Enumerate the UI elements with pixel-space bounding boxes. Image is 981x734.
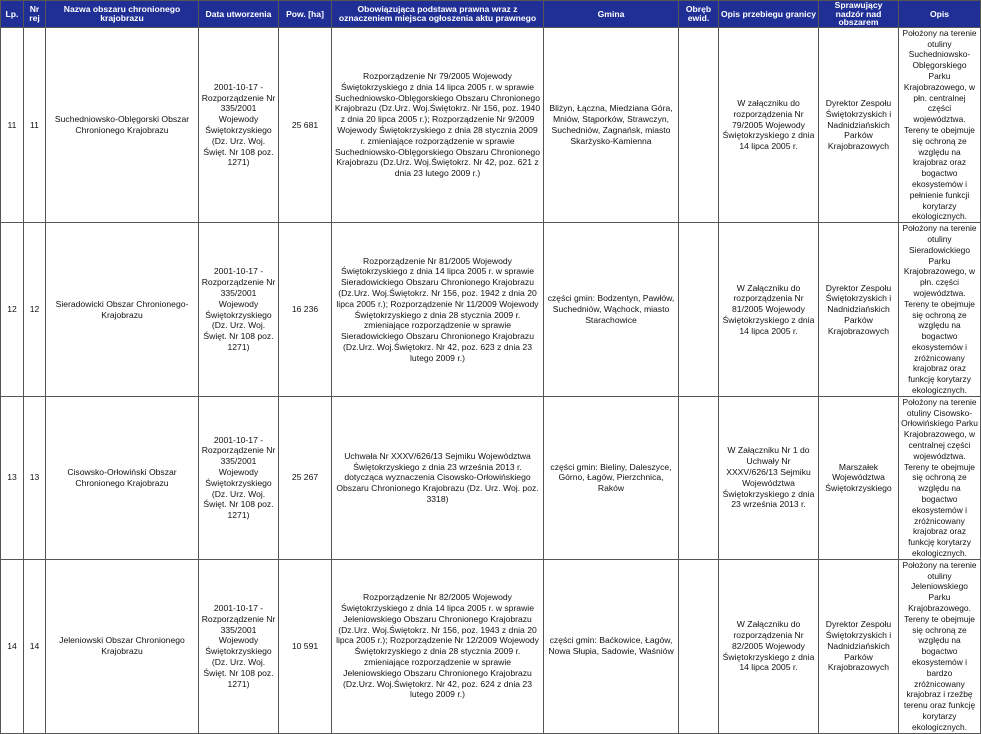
cell-supervisor: Dyrektor Zespołu Świętokrzyskich i Nadnidziańskich Parków Krajobrazowych <box>819 559 899 733</box>
cell-boundary: W Załączniku Nr 1 do Uchwały Nr XXXV/626/13 Sejmiku Województwa Świętokrzyskiego z dnia 23 września 2013 r. <box>719 396 819 559</box>
table-row <box>1 27 981 222</box>
cell-date: 2001-10-17 - Rozporządzenie Nr 335/2001 Wojewody Świętokrzyskiego (Dz. Urz. Woj. Święt. Nr 108 poz. 1271) <box>199 559 279 733</box>
cell-boundary: W załączniku do rozporządzenia Nr 79/2005 Wojewody Świętokrzyskiego z dnia 14 lipca 2005 r. <box>719 27 819 222</box>
table-row <box>1 396 981 559</box>
header-precinct: Obręb ewid. <box>679 1 719 28</box>
cell-legal: Uchwała Nr XXXV/626/13 Sejmiku Województwa Świętokrzyskiego z dnia 23 września 2013 r. dotycząca wyznaczenia Cisowsko-Orłowińskiego Obszaru Chronionego Krajobrazu (Dz. Urz. Woj. poz. 3318) <box>332 396 544 559</box>
header-date: Data utworzenia <box>199 1 279 28</box>
cell-date: 2001-10-17 - Rozporządzenie Nr 335/2001 Wojewody Świętokrzyskiego (Dz. Urz. Woj. Święt. Nr 108 poz. 1271) <box>199 223 279 397</box>
header-nr-rej: Nr rej <box>24 1 46 28</box>
cell-name: Sieradowicki Obszar Chronionego-Krajobrazu <box>46 223 199 397</box>
header-lp: Lp. <box>1 1 24 28</box>
cell-gmina: części gmin: Baćkowice, Łagów, Nowa Słupia, Sadowie, Waśniów <box>544 559 679 733</box>
cell-supervisor: Marszałek Województwa Świętokrzyskiego <box>819 396 899 559</box>
cell-name: Cisowsko-Orłowiński Obszar Chronionego Krajobrazu <box>46 396 199 559</box>
cell-description: Położony na terenie otuliny Cisowsko-Orłowińskiego Parku Krajobrazowego, w centralnej części województwa. Tereny te obejmuje się ochroną ze względu na bogactwo ekosystemów i zróżnicowany krajobraz oraz funkcję korytarzy ekologicznych. <box>899 396 981 559</box>
cell-boundary: W Załączniku do rozporządzenia Nr 81/2005 Wojewody Świętokrzyskiego z dnia 14 lipca 2005 r. <box>719 223 819 397</box>
header-supervisor: Sprawujący nadzór nad obszarem <box>819 1 899 28</box>
cell-legal: Rozporządzenie Nr 79/2005 Wojewody Świętokrzyskiego z dnia 14 lipca 2005 r. w sprawie Suchedniowsko-Oblęgorskiego Obszaru Chronionego Krajobrazu (Dz.Urz. Woj.Świętokrz. Nr 156, poz. 1940 z dnia 20 lipca 2005 r.); Rozporządzenie Nr 9/2009 Wojewody Świętokrzyskiego z dnia 28 stycznia 2009 r. zmieniające rozporządzenie w sprawie Suchedniowsko-Oblęgorskiego Obszaru Chronionego Krajobrazu (Dz.Urz. Woj.Świętokrz. Nr 42, poz. 621 z dnia 23 lutego 2009 r.) <box>332 27 544 222</box>
cell-description: Położony na terenie otuliny Suchedniowsko-Oblęgorskiego Parku Krajobrazowego, w płn. centralnej części województwa. Tereny te obejmuje się ochroną ze względu na krajobraz oraz bogactwo ekosystemów i pełnienie funkcji korytarzy ekologicznych. <box>899 27 981 222</box>
table-row <box>1 223 981 397</box>
cell-supervisor: Dyrektor Zespołu Świętokrzyskich i Nadnidziańskich Parków Krajobrazowych <box>819 223 899 397</box>
cell-nr: 13 <box>24 396 46 559</box>
cell-nr: 12 <box>24 223 46 397</box>
header-description: Opis <box>899 1 981 28</box>
cell-nr: 11 <box>24 27 46 222</box>
cell-area: 25 681 <box>279 27 332 222</box>
cell-legal: Rozporządzenie Nr 81/2005 Wojewody Świętokrzyskiego z dnia 14 lipca 2005 r. w sprawie Sieradowickiego Obszaru Chronionego Krajobrazu (Dz.Urz. Woj.Świętokrz. Nr 156, poz. 1942 z dnia 20 lipca 2005 r.); Rozporządzenie Nr 11/2009 Wojewody Świętokrzyskiego z dnia 28 stycznia 2009 r. zmieniające rozporządzenie w sprawie Sieradowickiego Obszaru Chronionego Krajobrazu (Dz.Urz. Woj.Świętokrz. Nr 42, poz. 623 z dnia 23 lutego 2009 r.) <box>332 223 544 397</box>
cell-nr: 14 <box>24 559 46 733</box>
table-header-row <box>1 1 981 28</box>
cell-date: 2001-10-17 - Rozporządzenie Nr 335/2001 Wojewody Świętokrzyskiego (Dz. Urz. Woj. Święt. Nr 108 poz. 1271) <box>199 396 279 559</box>
cell-lp: 12 <box>1 223 24 397</box>
cell-precinct <box>679 223 719 397</box>
cell-lp: 14 <box>1 559 24 733</box>
cell-precinct <box>679 27 719 222</box>
header-name: Nazwa obszaru chronionego krajobrazu <box>46 1 199 28</box>
cell-description: Położony na terenie otuliny Jeleniowskiego Parku Krajobrazowego. Tereny te obejmuje się ochroną ze względu na bogactwo ekosystemów i bardzo zróżnicowany krajobraz i rzeźbę terenu oraz funkcję korytarzy ekologicznych. <box>899 559 981 733</box>
table-row <box>1 559 981 733</box>
header-area: Pow. [ha] <box>279 1 332 28</box>
cell-gmina: części gmin: Bieliny, Daleszyce, Górno, Łagów, Pierzchnica, Raków <box>544 396 679 559</box>
cell-area: 16 236 <box>279 223 332 397</box>
cell-boundary: W Załączniku do rozporządzenia Nr 82/2005 Wojewody Świętokrzyskiego z dnia 14 lipca 2005 r. <box>719 559 819 733</box>
cell-lp: 11 <box>1 27 24 222</box>
cell-precinct <box>679 559 719 733</box>
header-legal-basis: Obowiązująca podstawa prawna wraz z oznaczeniem miejsca ogłoszenia aktu prawnego <box>332 1 544 28</box>
cell-name: Suchedniowsko-Oblęgorski Obszar Chronionego Krajobrazu <box>46 27 199 222</box>
cell-lp: 13 <box>1 396 24 559</box>
cell-name: Jeleniowski Obszar Chronionego Krajobrazu <box>46 559 199 733</box>
cell-gmina: Bliżyn, Łączna, Miedziana Góra, Mniów, Stąporków, Strawczyn, Suchedniów, Zagnańsk, miasto Skarżysko-Kamienna <box>544 27 679 222</box>
header-gmina: Gmina <box>544 1 679 28</box>
cell-area: 10 591 <box>279 559 332 733</box>
cell-date: 2001-10-17 - Rozporządzenie Nr 335/2001 Wojewody Świętokrzyskiego (Dz. Urz. Woj. Święt. Nr 108 poz. 1271) <box>199 27 279 222</box>
cell-gmina: części gmin: Bodzentyn, Pawłów, Suchedniów, Wąchock, miasto Starachowice <box>544 223 679 397</box>
cell-legal: Rozporządzenie Nr 82/2005 Wojewody Świętokrzyskiego z dnia 14 lipca 2005 r. w sprawie Jeleniowskiego Obszaru Chronionego Krajobrazu (Dz.Urz. Woj.Świętokrz. Nr 156, poz. 1943 z dnia 20 lipca 2005 r.); Rozporządzenie Nr 12/2009 Wojewody Świętokrzyskiego z dnia 28 stycznia 2009 r. zmieniające rozporządzenie w sprawie Jeleniowskiego Obszaru Chronionego Krajobrazu (Dz.Urz. Woj.Świętokrz. Nr 42, poz. 624 z dnia 23 lutego 2009 r.) <box>332 559 544 733</box>
cell-precinct <box>679 396 719 559</box>
cell-supervisor: Dyrektor Zespołu Świętokrzyskich i Nadnidziańskich Parków Krajobrazowych <box>819 27 899 222</box>
header-boundary: Opis przebiegu granicy <box>719 1 819 28</box>
cell-area: 25 267 <box>279 396 332 559</box>
cell-description: Położony na terenie otuliny Sieradowickiego Parku Krajobrazowego, w płn. części województwa. Tereny te obejmuje się ochroną ze względu na bogactwo ekosystemów i zróżnicowany krajobraz oraz funkcję korytarzy ekologicznych. <box>899 223 981 397</box>
